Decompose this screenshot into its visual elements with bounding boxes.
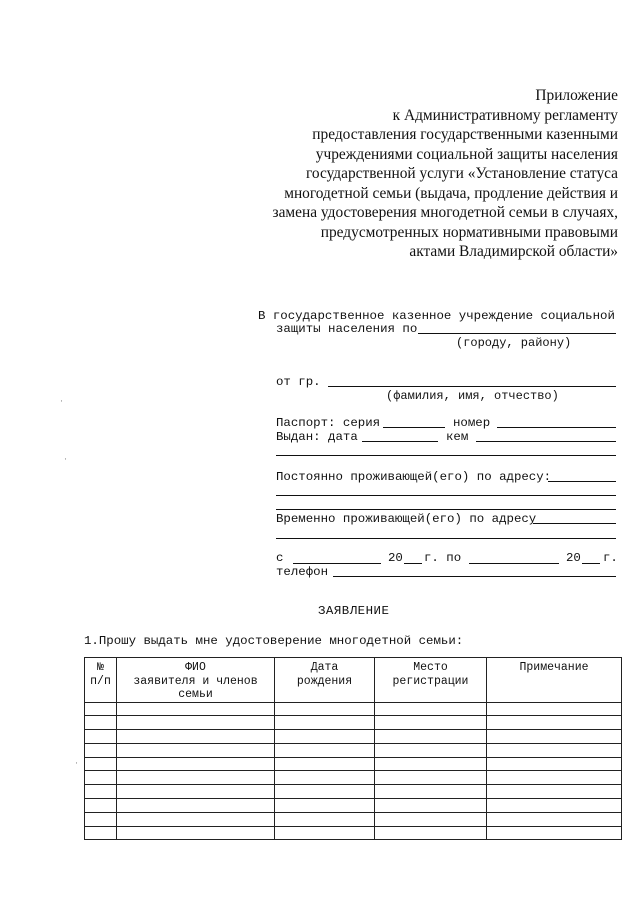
permanent-address-field-continued[interactable] (276, 495, 616, 496)
full-name-caption: (фамилия, имя, отчество) (386, 389, 559, 403)
appendix-line: государственной услуги «Установление статуса (305, 165, 618, 182)
issued-by-field-continued[interactable] (276, 455, 616, 456)
table-row (85, 826, 622, 840)
scan-speck: · (75, 758, 78, 768)
statement-title: ЗАЯВЛЕНИЕ (318, 604, 390, 618)
addressee-line-2: защиты населения по (276, 322, 418, 336)
period-from-label: с (276, 551, 284, 565)
appendix-line: предусмотренных нормативными правовыми (320, 223, 618, 241)
table-cell[interactable] (275, 785, 375, 799)
table-cell[interactable] (275, 730, 375, 744)
temporary-address-label: Временно проживающей(его) по адресу (276, 512, 537, 526)
table-cell[interactable] (117, 743, 275, 757)
table-cell[interactable] (375, 743, 487, 757)
column-header-text: семьи (178, 688, 213, 701)
table-cell[interactable] (117, 757, 275, 771)
permanent-address-field[interactable] (548, 481, 616, 482)
table-row (85, 799, 622, 813)
table-cell[interactable] (487, 730, 622, 744)
table-cell[interactable] (487, 812, 622, 826)
addressee-line-1: В государственное казенное учреждение социальной (258, 309, 615, 323)
permanent-address-field-continued-2[interactable] (276, 509, 616, 510)
table-cell[interactable] (487, 785, 622, 799)
table-cell[interactable] (487, 716, 622, 730)
table-cell[interactable] (375, 771, 487, 785)
phone-field[interactable] (333, 576, 616, 577)
column-header-text: заявителя и членов (133, 674, 258, 688)
district-caption: (городу, району) (456, 336, 572, 350)
year-prefix-2: 20 (566, 551, 581, 565)
table-cell[interactable] (375, 826, 487, 840)
issued-by-field[interactable] (476, 441, 616, 442)
table-cell[interactable] (117, 812, 275, 826)
passport-series-field[interactable] (383, 427, 445, 428)
period-from-field[interactable] (293, 563, 381, 564)
table-row (85, 702, 622, 716)
issued-by-label: кем (446, 430, 469, 444)
table-cell[interactable] (275, 812, 375, 826)
column-header-number (85, 658, 117, 703)
appendix-line: актами Владимирской области» (409, 243, 618, 260)
from-label: от гр. (276, 375, 321, 389)
table-cell[interactable] (117, 785, 275, 799)
family-table-body (85, 702, 622, 840)
table-cell[interactable] (117, 716, 275, 730)
appendix-line: замена удостоверения многодетной семьи в случаях, (272, 204, 618, 221)
table-cell[interactable] (375, 730, 487, 744)
column-header-text: Дата (310, 661, 339, 674)
table-cell[interactable] (117, 730, 275, 744)
table-cell[interactable] (375, 716, 487, 730)
temporary-address-field-continued[interactable] (276, 538, 616, 539)
table-cell[interactable] (85, 743, 117, 757)
table-cell[interactable] (487, 702, 622, 716)
table-cell[interactable] (275, 757, 375, 771)
appendix-header (218, 86, 618, 262)
column-header-text: рождения (296, 674, 353, 688)
table-cell[interactable] (375, 757, 487, 771)
appendix-line: многодетной семьи (выдача, продление действия и (284, 184, 618, 202)
column-header-note (487, 658, 622, 703)
passport-number-field[interactable] (497, 427, 616, 428)
full-name-field[interactable] (328, 386, 616, 387)
issued-date-field[interactable] (362, 441, 438, 442)
passport-number-label: номер (453, 416, 491, 430)
table-header-row (85, 658, 622, 703)
appendix-line: к Административному регламенту (392, 106, 618, 124)
appendix-line: учреждениями социальной защиты населения (315, 145, 618, 163)
passport-series-label: Паспорт: серия (276, 416, 381, 430)
table-cell[interactable] (375, 799, 487, 813)
table-cell[interactable] (85, 785, 117, 799)
table-cell[interactable] (487, 771, 622, 785)
district-field[interactable] (418, 333, 616, 334)
table-cell[interactable] (85, 771, 117, 785)
period-to-field[interactable] (469, 563, 559, 564)
table-cell[interactable] (275, 826, 375, 840)
scan-speck: · (64, 454, 67, 464)
column-header-registration (375, 658, 487, 703)
appendix-line: предоставления государственными казенными (312, 126, 618, 143)
table-row (85, 716, 622, 730)
table-cell[interactable] (85, 730, 117, 744)
table-cell[interactable] (275, 771, 375, 785)
table-cell[interactable] (487, 799, 622, 813)
column-header-text: № (97, 661, 104, 674)
table-cell[interactable] (85, 799, 117, 813)
table-cell[interactable] (487, 826, 622, 840)
period-to-year-field[interactable] (582, 563, 600, 564)
table-cell[interactable] (375, 702, 487, 716)
year-prefix-1: 20 (388, 551, 403, 565)
table-row (85, 730, 622, 744)
column-header-text: Примечание (519, 661, 589, 674)
scan-speck: · (60, 396, 63, 406)
table-cell[interactable] (275, 743, 375, 757)
table-cell[interactable] (85, 716, 117, 730)
period-from-year-field[interactable] (404, 563, 422, 564)
year-suffix-2: г. (603, 551, 618, 565)
table-cell[interactable] (275, 799, 375, 813)
table-cell[interactable] (85, 826, 117, 840)
table-cell[interactable] (117, 799, 275, 813)
column-header-birth-date (275, 658, 375, 703)
issued-date-label: Выдан: дата (276, 430, 358, 444)
column-header-text: п/п (90, 674, 111, 688)
column-header-text: Место (413, 661, 448, 674)
column-header-text: ФИО (185, 661, 206, 674)
table-cell[interactable] (85, 812, 117, 826)
table-cell[interactable] (487, 743, 622, 757)
table-row (85, 812, 622, 826)
table-row (85, 771, 622, 785)
table-cell[interactable] (375, 785, 487, 799)
table-cell[interactable] (275, 716, 375, 730)
column-header-full-name (117, 658, 275, 703)
table-row (85, 785, 622, 799)
family-members-table (84, 657, 622, 840)
column-header-text: регистрации (392, 674, 469, 688)
table-cell[interactable] (375, 812, 487, 826)
table-cell[interactable] (85, 757, 117, 771)
table-row (85, 757, 622, 771)
table-cell[interactable] (85, 702, 117, 716)
appendix-line: Приложение (535, 87, 618, 104)
table-cell[interactable] (487, 757, 622, 771)
table-cell[interactable] (275, 702, 375, 716)
statement-request: 1.Прошу выдать мне удостоверение многодетной семьи: (84, 634, 464, 648)
phone-label: телефон (276, 565, 329, 579)
permanent-address-label: Постоянно проживающей(его) по адресу: (276, 470, 552, 484)
table-cell[interactable] (117, 826, 275, 840)
table-row (85, 743, 622, 757)
table-cell[interactable] (117, 771, 275, 785)
year-suffix-1: г. по (424, 551, 462, 565)
temporary-address-field[interactable] (533, 523, 616, 524)
table-cell[interactable] (117, 702, 275, 716)
